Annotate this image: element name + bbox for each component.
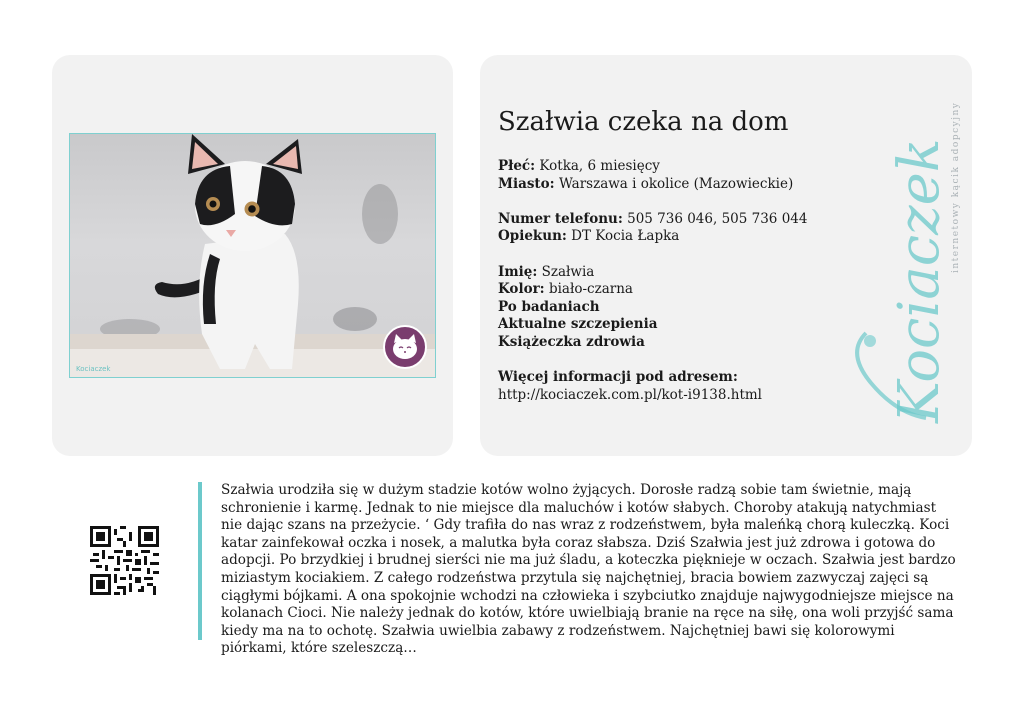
field-city xyxy=(498,176,807,194)
photo-watermark: Kociaczek xyxy=(76,365,111,373)
more-info-link[interactable]: http://kociaczek.com.pl/kot-i9138.html xyxy=(498,386,762,403)
paw-badge-icon xyxy=(383,325,427,369)
description-text: Szałwia urodziła się w dużym stadzie kotów wolno żyjących. Dorosłe radzą sobie tam świetnie, mają schronienie i karmę. Jednak to nie miejsce dla maluchów i kotów słabych. Choroby atakują natychmiast nie dając szans na przeżycie. ‘ Gdy trafiła do nas wraz z rodzeństwem, była maleńką chorą kuleczką. Koci katar zainfekował oczka i nosek, a malutka była coraz słabsza. Dziś Szałwia jest już zdrowa i gotowa do adopcji. Po brzydkiej i brudnej sierści nie ma już śladu, a koteczka pięknieje w oczach. Szałwia jest bardzo miziastym kociakiem. Z całego rodzeństwa przytula się najchętniej, bracia bowiem zazwyczaj zajęci są ciągłymi bójkami. A ona spokojnie wchodzi na człowieka i szybciutko znajduje najwygodniejsze miejsce na kolanach Cioci. Nie należy jednak do kotów, które uwielbiają branie na ręce na siłę, ona woli przyjść sama kiedy ma na to ochotę. Szałwia uwielbia zabawy z rodzeństwem. Najchętniej bawi się kolorowymi piórkami, które szeleszczą… xyxy=(221,482,956,657)
more-info-label: Więcej informacji pod adresem: xyxy=(498,369,738,386)
field-label: Numer telefonu: xyxy=(498,210,623,227)
field-value: Szałwia xyxy=(537,263,595,280)
qr-code-icon[interactable] xyxy=(90,526,159,595)
field-label: Płeć: xyxy=(498,158,536,174)
field-value: Kotka, 6 miesięcy xyxy=(535,158,660,174)
field-label: Kolor: xyxy=(498,281,545,298)
field-label: Miasto: xyxy=(498,175,555,192)
info-card xyxy=(480,55,972,456)
cat-details xyxy=(498,158,807,404)
field-sex xyxy=(498,158,807,176)
page-title: Szałwia czeka na dom xyxy=(498,107,789,137)
field-value: 505 736 046, 505 736 044 xyxy=(622,210,808,227)
field-label: Opiekun: xyxy=(498,228,567,245)
badge-health-book: Książeczka zdrowia xyxy=(498,333,645,350)
kociaczek-logo xyxy=(846,83,966,438)
svg-text:Kociaczek: Kociaczek xyxy=(887,138,952,423)
field-value: DT Kocia Łapka xyxy=(566,228,680,245)
accent-bar xyxy=(198,482,202,640)
cat-photo xyxy=(69,133,436,378)
field-caretaker xyxy=(498,228,807,246)
field-phone xyxy=(498,211,807,229)
badge-vaccinated: Aktualne szczepienia xyxy=(498,316,658,333)
field-value: biało-czarna xyxy=(544,281,633,298)
svg-text:internetowy kącik adopcyjny: internetowy kącik adopcyjny xyxy=(951,101,961,273)
field-color xyxy=(498,281,807,299)
field-name xyxy=(498,264,807,282)
badge-examined: Po badaniach xyxy=(498,298,600,315)
photo-card xyxy=(52,55,453,456)
field-label: Imię: xyxy=(498,263,538,280)
field-value: Warszawa i okolice (Mazowieckie) xyxy=(554,175,794,192)
